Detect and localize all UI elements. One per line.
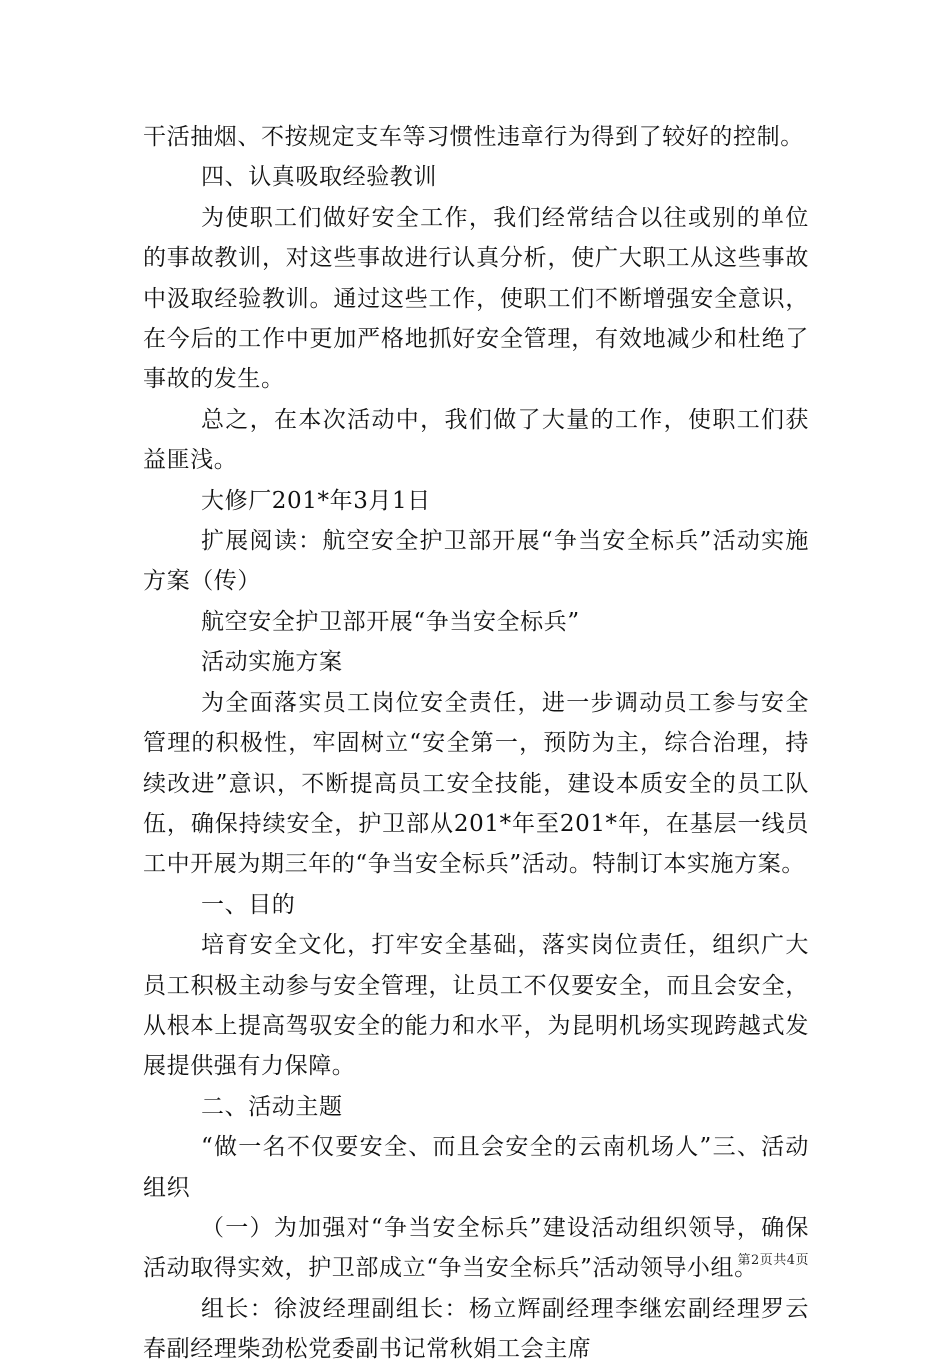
paragraph: 总之，在本次活动中，我们做了大量的工作，使职工们获益匪浅。: [143, 406, 809, 474]
page-number: 第2页共4页: [737, 1253, 809, 1268]
document-body: [143, 117, 809, 1370]
paragraph: 扩展阅读：航空安全护卫部开展“争当安全标兵”活动实施方案（传）: [143, 528, 809, 595]
paragraph: 活动实施方案: [201, 649, 343, 676]
paragraph: （一）为加强对“争当安全标兵”建设活动组织领导，确保活动取得实效，护卫部成立“争当安全标兵”活动领导小组。: [143, 1214, 809, 1282]
paragraph: 为全面落实员工岗位安全责任，进一步调动员工参与安全管理的积极性，牢固树立“安全第一，预防为主，综合治理，持续改进”意识，不断提高员工安全技能，建设本质安全的员工队伍，确保持续安全，护卫部从201*年至201*年，在基层一线员工中开展为期三年的“争当安全标兵”活动。特制订本实施方案。: [143, 689, 809, 878]
paragraph: 二、活动主题: [201, 1093, 343, 1120]
paragraph: 一、目的: [201, 891, 296, 918]
paragraph: 为使职工们做好安全工作，我们经常结合以往或别的单位的事故教训，对这些事故进行认真分析，使广大职工从这些事故中汲取经验教训。通过这些工作，使职工们不断增强安全意识，在今后的工作中更加严格地抓好安全管理，有效地减少和杜绝了事故的发生。: [143, 204, 809, 393]
paragraph: 四、认真吸取经验教训: [201, 164, 437, 191]
paragraph: 培育安全文化，打牢安全基础，落实岗位责任，组织广大员工积极主动参与安全管理，让员工不仅要安全，而且会安全，从根本上提高驾驭安全的能力和水平，为昆明机场实现跨越式发展提供强有力保障。: [143, 932, 809, 1080]
paragraph: 组长：徐波经理副组长：杨立辉副经理李继宏副经理罗云春副经理柴劲松党委副书记常秋娟工会主席: [143, 1295, 809, 1363]
paragraph: 航空安全护卫部开展“争当安全标兵”: [201, 608, 580, 635]
paragraph: “做一名不仅要安全、而且会安全的云南机场人”三、活动组织: [143, 1134, 809, 1201]
paragraph: 干活抽烟、不按规定支车等习惯性违章行为得到了较好的控制。: [143, 124, 804, 150]
paragraph: 大修厂201*年3月1日: [201, 487, 431, 514]
